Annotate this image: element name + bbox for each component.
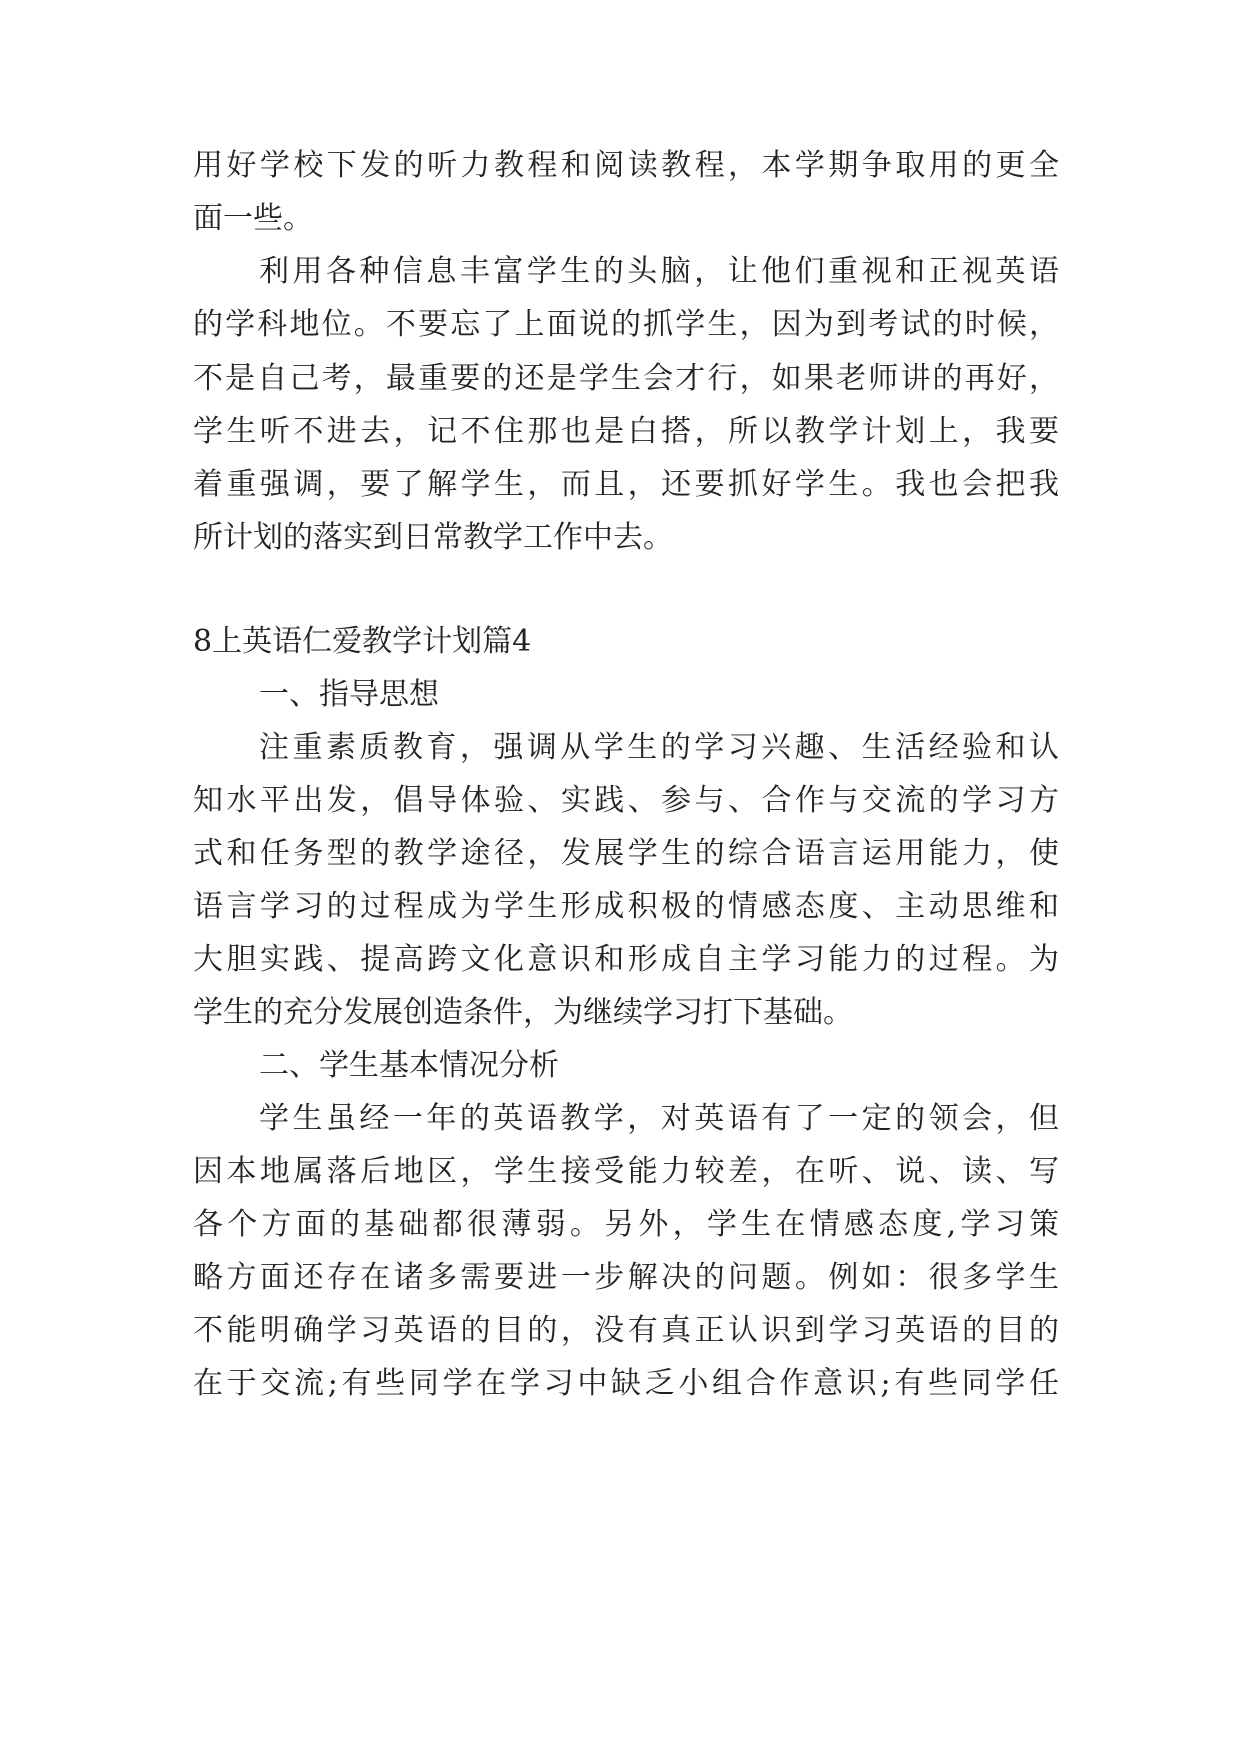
- paragraph-line: 所计划的落实到日常教学工作中去。: [193, 520, 673, 555]
- paragraph-line: 知水平出发，倡导体验、实践、参与、合作与交流的学习方: [193, 783, 1059, 818]
- paragraph-line: 大胆实践、提高跨文化意识和形成自主学习能力的过程。为: [193, 942, 1059, 977]
- paragraph-line: 学生听不进去，记不住那也是白搭，所以教学计划上，我要: [193, 414, 1059, 449]
- paragraph-line: 着重强调，要了解学生，而且，还要抓好学生。我也会把我: [193, 467, 1059, 502]
- paragraph-line: 面一些。: [193, 201, 313, 236]
- section-title: 8上英语仁爱教学计划篇4: [193, 624, 532, 659]
- paragraph-line: 略方面还存在诸多需要进一步解决的问题。例如：很多学生: [193, 1260, 1059, 1295]
- paragraph-line: 学生虽经一年的英语教学，对英语有了一定的领会，但: [259, 1101, 1059, 1136]
- paragraph-line: 式和任务型的教学途径，发展学生的综合语言运用能力，使: [193, 836, 1059, 871]
- paragraph-line: 的学科地位。不要忘了上面说的抓学生，因为到考试的时候，: [193, 307, 1059, 342]
- paragraph-line: 利用各种信息丰富学生的头脑，让他们重视和正视英语: [259, 254, 1059, 289]
- paragraph-line: 各个方面的基础都很薄弱。另外，学生在情感态度,学习策: [193, 1207, 1059, 1242]
- paragraph-line: 不是自己考，最重要的还是学生会才行，如果老师讲的再好，: [193, 361, 1059, 396]
- paragraph-line: 在于交流;有些同学在学习中缺乏小组合作意识;有些同学任: [193, 1366, 1059, 1401]
- section-heading: 一、指导思想: [259, 677, 439, 712]
- section-heading: 二、学生基本情况分析: [259, 1048, 559, 1083]
- paragraph-line: 因本地属落后地区，学生接受能力较差，在听、说、读、写: [193, 1154, 1059, 1189]
- paragraph-line: 用好学校下发的听力教程和阅读教程，本学期争取用的更全: [193, 148, 1059, 183]
- paragraph-line: 注重素质教育，强调从学生的学习兴趣、生活经验和认: [259, 730, 1059, 765]
- paragraph-line: 不能明确学习英语的目的，没有真正认识到学习英语的目的: [193, 1313, 1059, 1348]
- paragraph-line: 语言学习的过程成为学生形成积极的情感态度、主动思维和: [193, 889, 1059, 924]
- paragraph-line: 学生的充分发展创造条件，为继续学习打下基础。: [193, 995, 853, 1030]
